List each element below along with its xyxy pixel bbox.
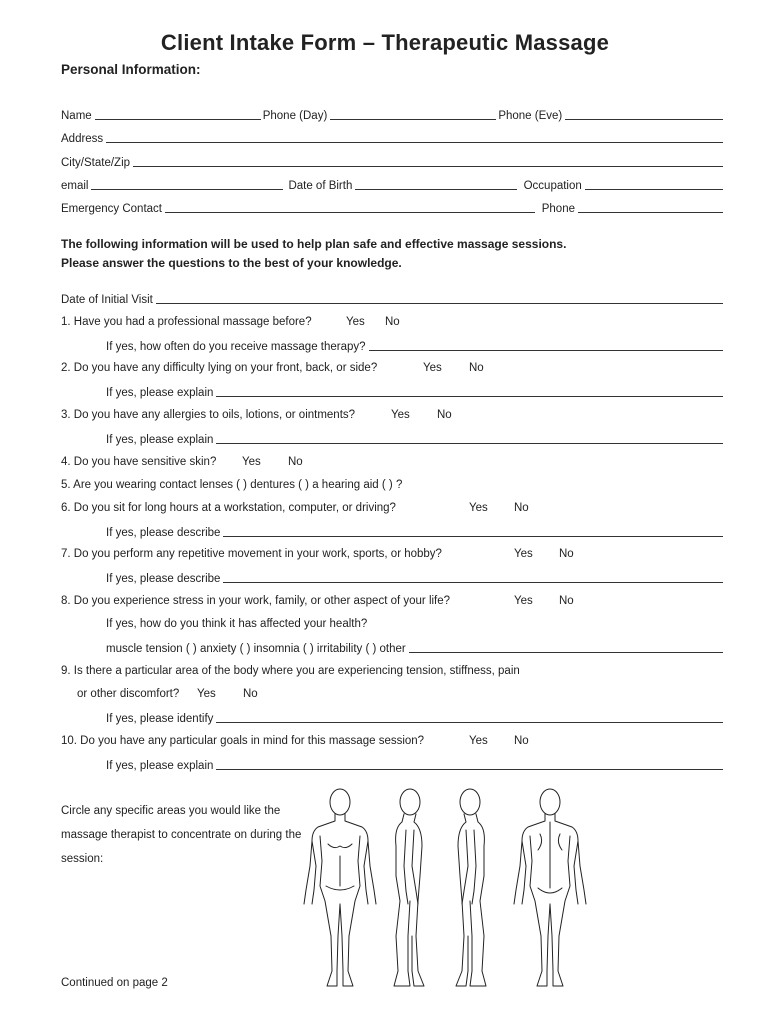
emergency-label: Emergency Contact xyxy=(61,203,162,215)
circle-areas-note: Circle any specific areas you would like the massage therapist to concentrate on during the session: xyxy=(61,805,302,865)
q10a-row xyxy=(106,756,725,772)
q2-yes[interactable]: Yes xyxy=(423,362,442,374)
occupation-label: Occupation xyxy=(523,180,582,192)
dob-field[interactable] xyxy=(355,189,516,190)
q3-text: 3. Do you have any allergies to oils, lotions, or ointments? xyxy=(61,409,356,421)
side-right-figure[interactable] xyxy=(394,789,424,986)
q6-yes[interactable]: Yes xyxy=(469,502,488,514)
q8-yes[interactable]: Yes xyxy=(514,595,533,607)
q7a-row xyxy=(106,569,725,585)
q2a-field[interactable] xyxy=(216,396,723,397)
q9-no[interactable]: No xyxy=(243,688,258,700)
q7-text: 7. Do you perform any repetitive movement in your work, sports, or hobby? xyxy=(61,548,442,560)
q7a-label: If yes, please describe xyxy=(106,573,221,585)
q5-text: 5. Are you wearing contact lenses ( ) dentures ( ) a hearing aid ( ) ? xyxy=(61,479,403,491)
q10-no[interactable]: No xyxy=(514,735,529,747)
name-label: Name xyxy=(61,110,92,122)
address-row xyxy=(61,129,725,145)
front-figure[interactable] xyxy=(304,789,376,986)
q9b-text: or other discomfort? xyxy=(77,688,180,700)
q9a-row xyxy=(106,709,725,725)
email-field[interactable] xyxy=(91,189,283,190)
q3-yes[interactable]: Yes xyxy=(391,409,410,421)
phone-day-label: Phone (Day) xyxy=(262,110,328,122)
q8b-label: muscle tension ( ) anxiety ( ) insomnia ( ) irritability ( ) other xyxy=(106,643,406,655)
q6a-row xyxy=(106,523,725,539)
address-label: Address xyxy=(61,133,104,145)
name-phone-row xyxy=(61,106,725,122)
phone-day-field[interactable] xyxy=(330,119,496,120)
q1a-field[interactable] xyxy=(369,350,723,351)
q4-yes[interactable]: Yes xyxy=(242,456,261,468)
q4-no[interactable]: No xyxy=(288,456,303,468)
emergency-phone-label: Phone xyxy=(541,203,575,215)
q1-text: 1. Have you had a professional massage before? xyxy=(61,316,312,328)
q3-no[interactable]: No xyxy=(437,409,452,421)
intro-line-2: Please answer the questions to the best of your knowledge. xyxy=(61,256,402,270)
q9-text: 9. Is there a particular area of the body where you are experiencing tension, stiffness, pain xyxy=(61,665,520,677)
q4-text: 4. Do you have sensitive skin? xyxy=(61,456,217,468)
q2-text: 2. Do you have any difficulty lying on your front, back, or side? xyxy=(61,362,378,374)
q8-text: 8. Do you experience stress in your work, family, or other aspect of your life? xyxy=(61,595,451,607)
q6-text: 6. Do you sit for long hours at a workstation, computer, or driving? xyxy=(61,502,396,514)
q3a-field[interactable] xyxy=(216,443,723,444)
emergency-phone-field[interactable] xyxy=(578,212,723,213)
address-field[interactable] xyxy=(106,142,723,143)
q9a-field[interactable] xyxy=(216,722,723,723)
city-field[interactable] xyxy=(133,166,723,167)
q1-yes[interactable]: Yes xyxy=(346,316,365,328)
q7-no[interactable]: No xyxy=(559,548,574,560)
q3a-row xyxy=(106,430,725,446)
q7a-field[interactable] xyxy=(223,582,723,583)
email-dob-row xyxy=(61,176,725,192)
q10a-label: If yes, please explain xyxy=(106,760,214,772)
q1-no[interactable]: No xyxy=(385,316,400,328)
personal-info-heading: Personal Information: xyxy=(61,62,201,77)
phone-eve-field[interactable] xyxy=(565,119,723,120)
occupation-field[interactable] xyxy=(585,189,723,190)
emergency-row xyxy=(61,199,725,215)
continued-note: Continued on page 2 xyxy=(61,977,168,989)
q6a-label: If yes, please describe xyxy=(106,527,221,539)
q2a-row xyxy=(106,383,725,399)
q9-yes[interactable]: Yes xyxy=(197,688,216,700)
city-row xyxy=(61,153,725,169)
q10-text: 10. Do you have any particular goals in mind for this massage session? xyxy=(61,735,425,747)
q6a-field[interactable] xyxy=(223,536,723,537)
emergency-field[interactable] xyxy=(165,212,535,213)
q10a-field[interactable] xyxy=(216,769,723,770)
q1a-label: If yes, how often do you receive massage therapy? xyxy=(106,341,366,353)
form-title: Client Intake Form – Therapeutic Massage xyxy=(160,30,610,55)
date-initial-label: Date of Initial Visit xyxy=(61,294,153,306)
phone-eve-label: Phone (Eve) xyxy=(498,110,563,122)
dob-label: Date of Birth xyxy=(288,180,353,192)
city-label: City/State/Zip xyxy=(61,157,131,169)
q3a-label: If yes, please explain xyxy=(106,434,214,446)
intro-line-1: The following information will be used to help plan safe and effective massage sessions. xyxy=(61,237,567,251)
name-field[interactable] xyxy=(95,119,261,120)
date-initial-field[interactable] xyxy=(156,303,723,304)
q8-no[interactable]: No xyxy=(559,595,574,607)
q8b-field[interactable] xyxy=(409,652,723,653)
q2-no[interactable]: No xyxy=(469,362,484,374)
q1a-row xyxy=(106,337,725,353)
q8a-text: If yes, how do you think it has affected your health? xyxy=(106,618,368,630)
q2a-label: If yes, please explain xyxy=(106,387,214,399)
q7-yes[interactable]: Yes xyxy=(514,548,533,560)
q10-yes[interactable]: Yes xyxy=(469,735,488,747)
email-label: email xyxy=(61,180,89,192)
side-left-figure[interactable] xyxy=(456,789,486,986)
back-figure[interactable] xyxy=(514,789,586,986)
q8b-row xyxy=(106,639,725,655)
body-diagram[interactable] xyxy=(290,786,600,996)
q9a-label: If yes, please identify xyxy=(106,713,214,725)
date-initial-row xyxy=(61,290,725,306)
q6-no[interactable]: No xyxy=(514,502,529,514)
